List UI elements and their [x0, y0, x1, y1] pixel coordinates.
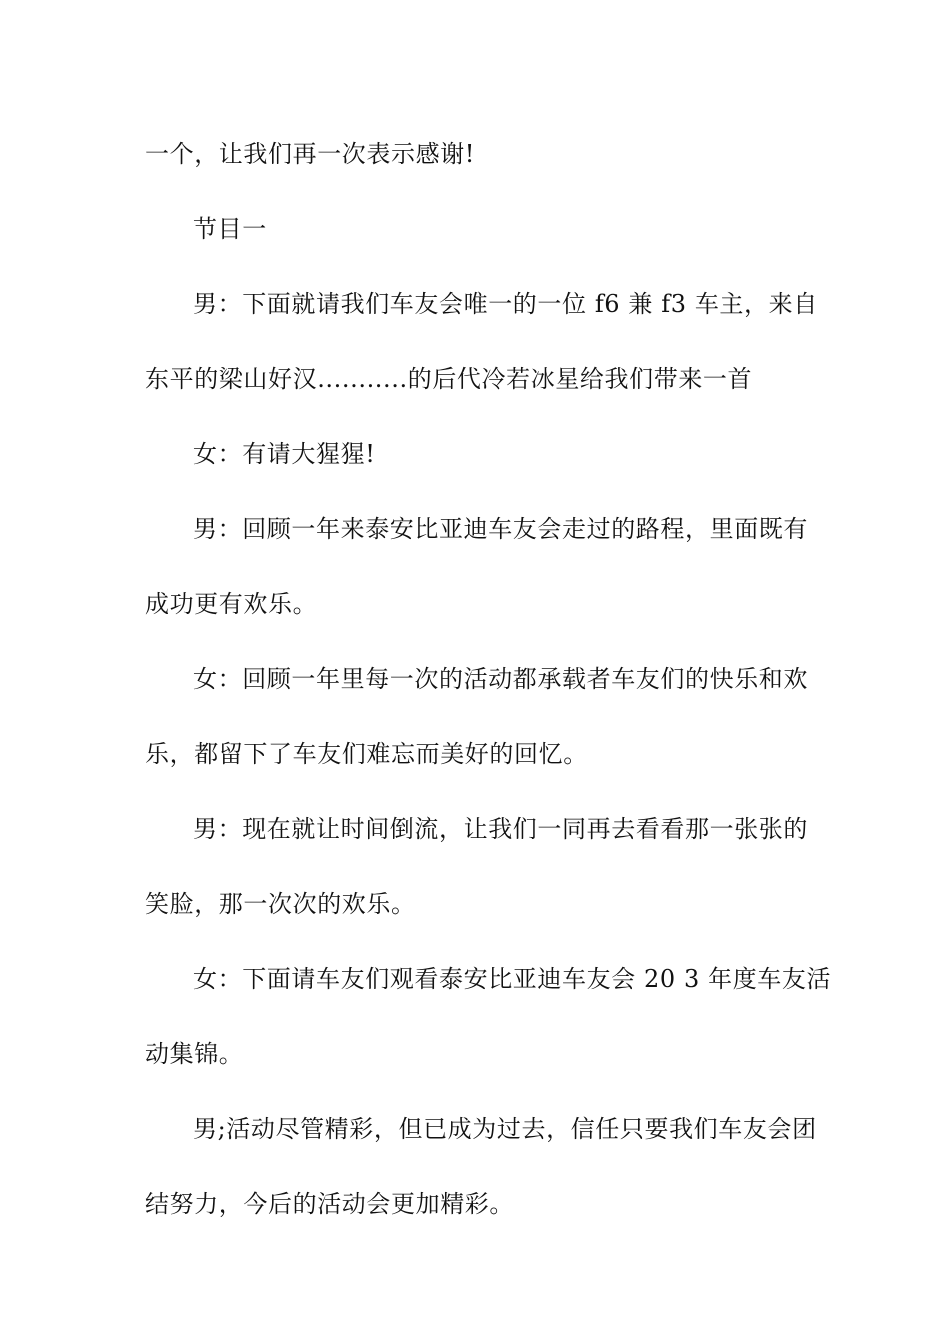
text-line: 东平的梁山好汉...........的后代冷若冰星给我们带来一首 — [145, 365, 753, 393]
text-line: 男：下面就请我们车友会唯一的一位 f6 兼 f3 车主，来自 — [193, 290, 818, 318]
text-line: 节目一 — [193, 215, 267, 243]
text-line: 女：回顾一年里每一次的活动都承载者车友们的快乐和欢 — [193, 665, 808, 693]
text-line: 男：现在就让时间倒流，让我们一同再去看看那一张张的 — [193, 815, 808, 843]
text-line: 女：有请大猩猩! — [193, 440, 376, 468]
text-line: 男;活动尽管精彩，但已成为过去，信任只要我们车友会团 — [193, 1115, 817, 1143]
text-line: 男：回顾一年来泰安比亚迪车友会走过的路程，里面既有 — [193, 515, 808, 543]
text-line: 成功更有欢乐。 — [145, 590, 318, 618]
text-line: 动集锦。 — [145, 1040, 244, 1068]
text-line: 乐，都留下了车友们难忘而美好的回忆。 — [145, 740, 588, 768]
text-line: 结努力，今后的活动会更加精彩。 — [145, 1190, 514, 1218]
text-line: 女：下面请车友们观看泰安比亚迪车友会 20 3 年度车友活 — [193, 965, 832, 993]
text-line: 笑脸，那一次次的欢乐。 — [145, 890, 416, 918]
text-line: 一个，让我们再一次表示感谢! — [145, 140, 476, 168]
